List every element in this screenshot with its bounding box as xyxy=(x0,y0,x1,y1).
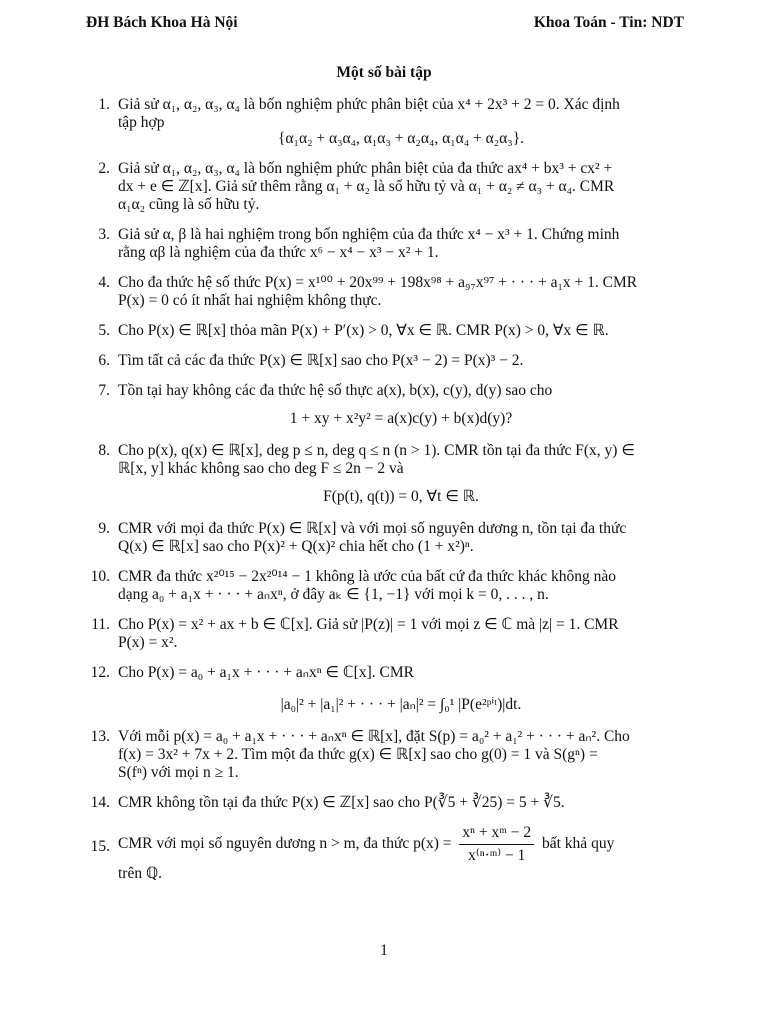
problem-text: CMR không tồn tại đa thức P(x) ∈ ℤ[x] sao cho P(∛5 + ∛25) = 5 + ∛5. xyxy=(118,794,565,811)
problem-text: S(fⁿ) với mọi n ≥ 1. xyxy=(118,764,239,781)
fraction xyxy=(459,824,534,865)
fraction-denominator: x⁽ⁿ·ᵐ⁾ − 1 xyxy=(468,847,526,864)
problem-number: 13. xyxy=(90,728,110,745)
header-department: Khoa Toán - Tin: NDT xyxy=(533,14,684,31)
problem-12 xyxy=(86,664,684,714)
problem-text: rằng αβ là nghiệm của đa thức x⁶ − x⁴ − x³ − x² + 1. xyxy=(118,244,439,261)
problem-number: 3. xyxy=(98,226,110,243)
problem-text: Cho p(x), q(x) ∈ ℝ[x], deg p ≤ n, deg q ≤ n (n > 1). CMR tồn tại đa thức F(x, y) ∈ xyxy=(118,442,635,459)
problem-number: 7. xyxy=(98,382,110,399)
problem-text: P(x) = 0 có ít nhất hai nghiệm không thực. xyxy=(118,292,382,309)
problem-8 xyxy=(86,442,684,506)
problem-text: CMR đa thức x²⁰¹⁵ − 2x²⁰¹⁴ − 1 không là ước của bất cứ đa thức khác không nào xyxy=(118,568,616,585)
header-university: ĐH Bách Khoa Hà Nội xyxy=(86,14,238,31)
problem-text: Cho P(x) = a₀ + a₁x + · · · + aₙxⁿ ∈ ℂ[x]. CMR xyxy=(118,664,414,681)
page-number: 1 xyxy=(380,942,388,959)
problem-text: Cho đa thức hệ số thức P(x) = x¹⁰⁰ + 20x⁹⁹ + 198x⁹⁸ + a₉₇x⁹⁷ + · · · + a₁x + 1. CMR xyxy=(118,274,638,291)
problem-11 xyxy=(86,616,684,652)
problem-6 xyxy=(86,352,684,370)
problem-text: dạng a₀ + a₁x + · · · + aₙxⁿ, ở đây aₖ ∈ {1, −1} với mọi k = 0, . . . , n. xyxy=(118,586,549,603)
display-formula: 1 + xy + x²y² = a(x)c(y) + b(x)d(y)? xyxy=(289,410,513,427)
problem-text: P(x) = x². xyxy=(118,634,178,651)
problem-text: α₁α₂ cũng là số hữu tỷ. xyxy=(118,196,260,213)
problem-text: Q(x) ∈ ℝ[x] sao cho P(x)² + Q(x)² chia hết cho (1 + x²)ⁿ. xyxy=(118,538,474,555)
problem-number: 6. xyxy=(98,352,110,369)
problem-13 xyxy=(86,728,684,782)
display-formula: {α₁α₂ + α₃α₄, α₁α₃ + α₂α₄, α₁α₄ + α₂α₃}. xyxy=(277,130,525,147)
problem-text-part: bất khả quy xyxy=(542,835,615,853)
problem-number: 5. xyxy=(98,322,110,339)
problem-text: CMR với mọi đa thức P(x) ∈ ℝ[x] và với mọi số nguyên dương n, tồn tại đa thức xyxy=(118,520,627,537)
page-header xyxy=(86,14,684,38)
problem-number: 10. xyxy=(90,568,110,585)
problem-1 xyxy=(86,96,684,148)
problem-3 xyxy=(86,226,684,262)
problem-7 xyxy=(86,382,684,428)
problem-text: dx + e ∈ ℤ[x]. Giả sử thêm rằng α₁ + α₂ là số hữu tỷ và α₁ + α₂ ≠ α₃ + α₄. CMR xyxy=(118,178,615,195)
problem-text: Tìm tất cả các đa thức P(x) ∈ ℝ[x] sao cho P(x³ − 2) = P(x)³ − 2. xyxy=(118,352,524,369)
problem-number: 15. xyxy=(90,838,110,855)
problem-text: Tồn tại hay không các đa thức hệ số thực a(x), b(x), c(y), d(y) sao cho xyxy=(118,382,553,399)
problem-text: Với mỗi p(x) = a₀ + a₁x + · · · + aₙxⁿ ∈ ℝ[x], đặt S(p) = a₀² + a₁² + · · · + aₙ². Cho xyxy=(118,728,630,745)
display-formula: |a₀|² + |a₁|² + · · · + |aₙ|² = ∫₀¹ |P(e²ᵖⁱᵗ)|dt. xyxy=(280,696,522,713)
problem-4 xyxy=(86,274,684,310)
problem-text xyxy=(118,824,684,865)
problem-text: Cho P(x) ∈ ℝ[x] thỏa mãn P(x) + P′(x) > 0, ∀x ∈ ℝ. CMR P(x) > 0, ∀x ∈ ℝ. xyxy=(118,322,609,339)
problem-10 xyxy=(86,568,684,604)
page-title: Một số bài tập xyxy=(336,64,432,81)
problem-5 xyxy=(86,322,684,340)
problem-number: 8. xyxy=(98,442,110,459)
problem-list xyxy=(86,96,684,883)
problem-2 xyxy=(86,160,684,214)
problem-number: 14. xyxy=(90,794,110,811)
problem-text: ℝ[x, y] khác không sao cho deg F ≤ 2n − 2 và xyxy=(118,460,404,477)
problem-number: 2. xyxy=(98,160,110,177)
problem-9 xyxy=(86,520,684,556)
problem-14 xyxy=(86,794,684,812)
problem-number: 9. xyxy=(98,520,110,537)
problem-text: Giả sử α, β là hai nghiệm trong bốn nghiệm của đa thức x⁴ − x³ + 1. Chứng minh xyxy=(118,226,620,243)
problem-text: Giả sử α₁, α₂, α₃, α₄ là bốn nghiệm phức phân biệt của đa thức ax⁴ + bx³ + cx² + xyxy=(118,160,613,177)
problem-number: 11. xyxy=(91,616,110,633)
problem-text: trên ℚ. xyxy=(118,865,163,882)
problem-text: Cho P(x) = x² + ax + b ∈ ℂ[x]. Giả sử |P(z)| = 1 với mọi z ∈ ℂ mà |z| = 1. CMR xyxy=(118,616,619,633)
display-formula: F(p(t), q(t)) = 0, ∀t ∈ ℝ. xyxy=(323,488,479,505)
problem-number: 1. xyxy=(98,96,110,113)
problem-text: tập hợp xyxy=(118,114,165,131)
fraction-numerator: xⁿ + xᵐ − 2 xyxy=(459,824,534,845)
problem-number: 12. xyxy=(90,664,110,681)
problem-text-part: CMR với mọi số nguyên dương n > m, đa thức p(x) = xyxy=(118,835,452,853)
problem-text: f(x) = 3x² + 7x + 2. Tìm một đa thức g(x) ∈ ℝ[x] sao cho g(0) = 1 và S(gⁿ) = xyxy=(118,746,598,763)
problem-number: 4. xyxy=(98,274,110,291)
problem-15 xyxy=(86,824,684,883)
problem-text: Giả sử α₁, α₂, α₃, α₄ là bốn nghiệm phức phân biệt của x⁴ + 2x³ + 2 = 0. Xác định xyxy=(118,96,620,113)
